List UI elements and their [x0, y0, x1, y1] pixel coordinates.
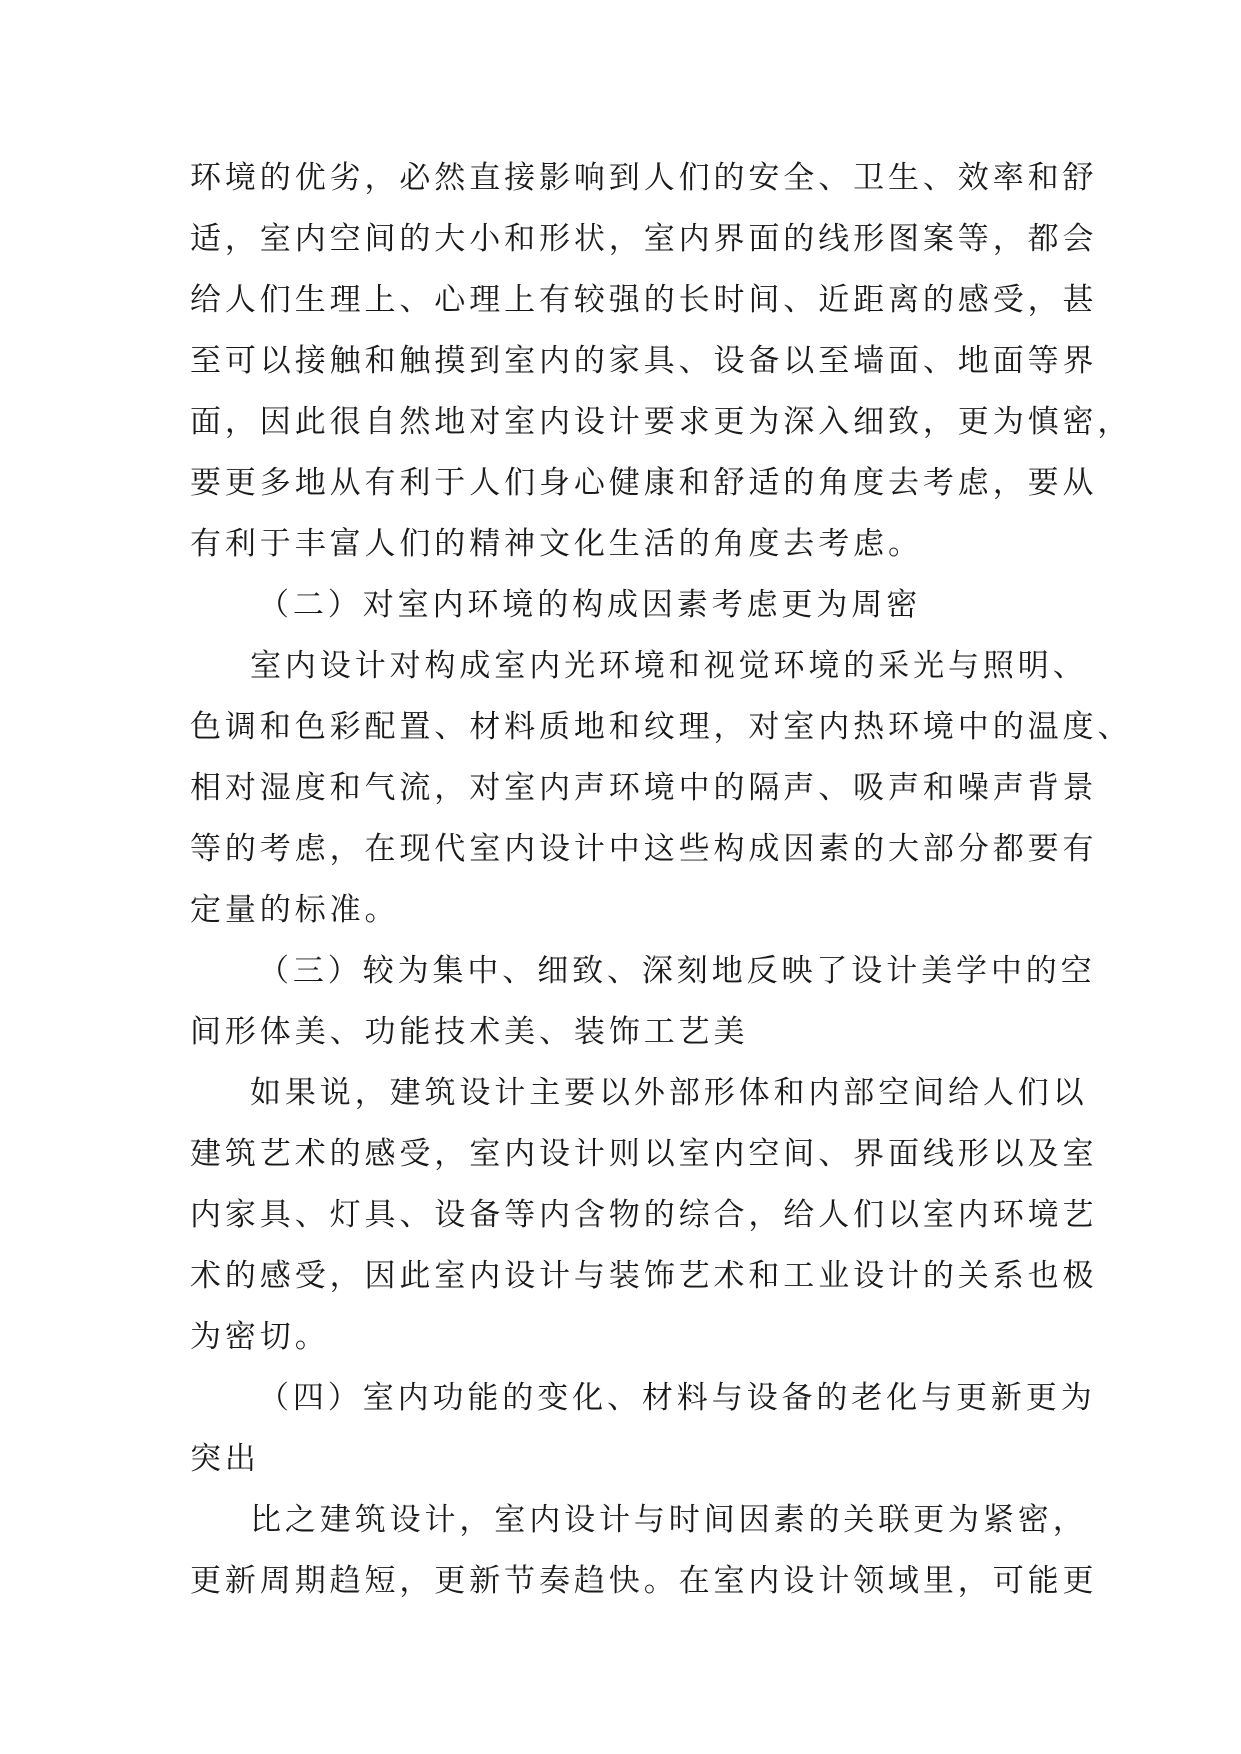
- text-line: 色调和色彩配置、材料质地和纹理，对室内热环境中的温度、: [190, 709, 1133, 745]
- paragraph-first-line: 室内设计对构成室内光环境和视觉环境的采光与照明、: [250, 648, 1088, 684]
- text-line: 建筑艺术的感受，室内设计则以室内空间、界面线形以及室: [190, 1136, 1098, 1172]
- text-line: 为密切。: [190, 1319, 330, 1355]
- section-heading-3-continued: 间形体美、功能技术美、装饰工艺美: [190, 1014, 749, 1050]
- text-line: 有利于丰富人们的精神文化生活的角度去考虑。: [190, 526, 923, 562]
- text-line: 面，因此很自然地对室内设计要求更为深入细致，更为慎密，: [190, 404, 1133, 440]
- text-line: 环境的优劣，必然直接影响到人们的安全、卫生、效率和舒: [190, 160, 1098, 196]
- text-line: 给人们生理上、心理上有较强的长时间、近距离的感受，甚: [190, 282, 1098, 318]
- text-line: 更新周期趋短，更新节奏趋快。在室内设计领域里，可能更: [190, 1563, 1098, 1599]
- paragraph-first-line: 如果说，建筑设计主要以外部形体和内部空间给人们以: [250, 1075, 1088, 1111]
- section-heading-4: （四）室内功能的变化、材料与设备的老化与更新更为: [258, 1380, 1096, 1416]
- text-line: 内家具、灯具、设备等内含物的综合，给人们以室内环境艺: [190, 1197, 1098, 1233]
- text-line: 定量的标准。: [190, 892, 400, 928]
- text-line: 相对湿度和气流，对室内声环境中的隔声、吸声和噪声背景: [190, 770, 1098, 806]
- body-text: [190, 148, 1133, 1612]
- paragraph-first-line: 比之建筑设计，室内设计与时间因素的关联更为紧密，: [250, 1502, 1088, 1538]
- text-line: 术的感受，因此室内设计与装饰艺术和工业设计的关系也极: [190, 1258, 1098, 1294]
- text-line: 至可以接触和触摸到室内的家具、设备以至墙面、地面等界: [190, 343, 1098, 379]
- section-heading-3: （三）较为集中、细致、深刻地反映了设计美学中的空: [258, 953, 1096, 989]
- section-heading-2: （二）对室内环境的构成因素考虑更为周密: [258, 587, 922, 623]
- text-line: 要更多地从有利于人们身心健康和舒适的角度去考虑，要从: [190, 465, 1098, 501]
- text-line: 适，室内空间的大小和形状，室内界面的线形图案等，都会: [190, 221, 1098, 257]
- text-line: 等的考虑，在现代室内设计中这些构成因素的大部分都要有: [190, 831, 1098, 867]
- section-heading-4-continued: 突出: [190, 1441, 260, 1477]
